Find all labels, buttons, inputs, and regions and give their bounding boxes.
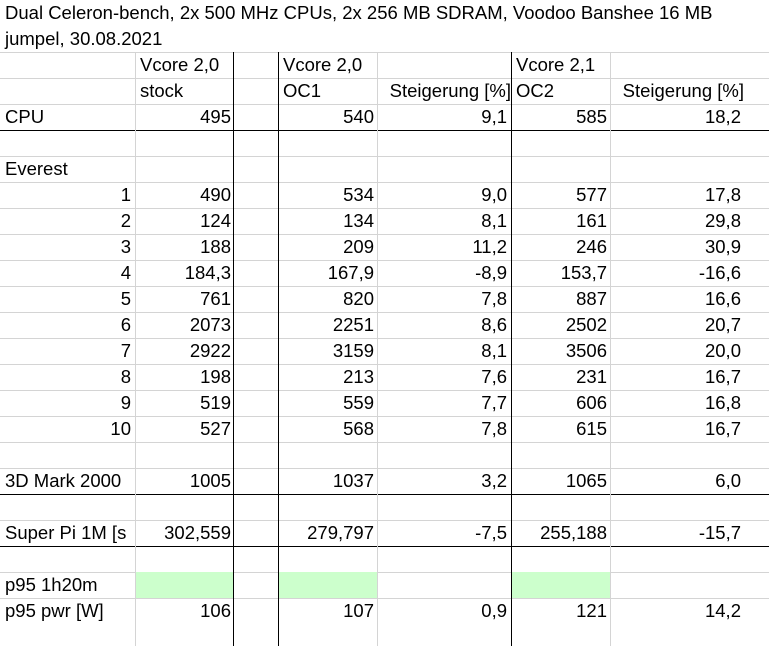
everest-oc1: 534 — [343, 184, 374, 205]
3dmark-oc2: 1065 — [565, 470, 607, 491]
everest-oc2: 2502 — [565, 314, 607, 335]
everest-oc2: 887 — [576, 288, 607, 309]
everest-stock: 761 — [200, 288, 231, 309]
everest-oc2: 246 — [576, 236, 607, 257]
everest-oc2-increase: 16,8 — [704, 392, 741, 413]
header-oc1-vcore: Vcore 2,0 — [283, 54, 363, 75]
everest-index: 7 — [120, 340, 131, 361]
cpu-oc2: 585 — [576, 106, 607, 127]
gridline — [0, 338, 769, 339]
everest-index: 2 — [120, 210, 131, 231]
everest-oc2: 615 — [576, 418, 607, 439]
everest-oc1-increase: 11,2 — [472, 236, 507, 257]
everest-oc1: 559 — [343, 392, 374, 413]
column-line — [135, 52, 136, 646]
column-line — [377, 52, 378, 646]
everest-stock: 188 — [200, 236, 231, 257]
row-border — [0, 130, 769, 131]
everest-oc2-increase: 20,7 — [704, 314, 741, 335]
everest-oc2-increase: 17,8 — [704, 184, 741, 205]
3dmark-oc2-increase: 6,0 — [715, 470, 741, 491]
header-oc2-increase: Steigerung [%] — [622, 80, 744, 101]
header-oc2: OC2 — [516, 80, 555, 101]
column-border — [233, 52, 234, 646]
everest-stock: 198 — [200, 366, 231, 387]
everest-oc1-increase: 8,6 — [481, 314, 507, 335]
cpu-oc1-increase: 9,1 — [481, 106, 507, 127]
gridline — [0, 260, 769, 261]
p95-power-oc1-increase: 0,9 — [481, 600, 507, 621]
author-date: jumpel, 30.08.2021 — [5, 28, 163, 49]
everest-oc2-increase: 16,6 — [704, 288, 741, 309]
3dmark-stock: 1005 — [189, 470, 231, 491]
header-oc1-increase: Steigerung [%] — [389, 80, 511, 101]
everest-stock: 2922 — [189, 340, 231, 361]
p95-oc1-status-fill — [279, 572, 377, 598]
header-oc2-vcore: Vcore 2,1 — [516, 54, 596, 75]
everest-index: 5 — [120, 288, 131, 309]
gridline — [0, 286, 769, 287]
superpi-oc1-increase: -7,5 — [475, 522, 507, 543]
superpi-oc1: 279,797 — [307, 522, 374, 543]
p95-power-oc1: 107 — [343, 600, 374, 621]
header-stock-vcore: Vcore 2,0 — [140, 54, 220, 75]
p95-oc2-status-fill — [512, 572, 610, 598]
row-border — [0, 546, 769, 547]
gridline — [0, 598, 769, 599]
everest-oc1: 209 — [343, 236, 374, 257]
gridline — [0, 156, 769, 157]
row-label-p95: p95 1h20m — [5, 574, 98, 595]
everest-stock: 490 — [200, 184, 231, 205]
row-border — [0, 494, 769, 495]
row-label-cpu: CPU — [5, 106, 45, 127]
superpi-oc2-increase: -15,7 — [698, 522, 741, 543]
gridline — [0, 104, 769, 105]
everest-oc1-increase: 7,8 — [481, 288, 507, 309]
everest-oc2: 153,7 — [560, 262, 607, 283]
header-oc1: OC1 — [283, 80, 322, 101]
everest-oc2: 231 — [576, 366, 607, 387]
everest-oc2-increase: 16,7 — [704, 366, 741, 387]
3dmark-oc1: 1037 — [332, 470, 374, 491]
everest-oc1-increase: 7,7 — [481, 392, 507, 413]
gridline — [0, 442, 769, 443]
everest-oc2: 3506 — [565, 340, 607, 361]
everest-oc2-increase: 30,9 — [704, 236, 741, 257]
everest-index: 4 — [120, 262, 131, 283]
gridline — [0, 312, 769, 313]
everest-stock: 124 — [200, 210, 231, 231]
row-label-p95-power: p95 pwr [W] — [5, 600, 104, 621]
3dmark-oc1-increase: 3,2 — [481, 470, 507, 491]
everest-oc1: 3159 — [332, 340, 374, 361]
row-label-3dmark: 3D Mark 2000 — [5, 470, 122, 491]
superpi-oc2: 255,188 — [540, 522, 607, 543]
everest-oc1-increase: -8,9 — [475, 262, 507, 283]
everest-stock: 2073 — [189, 314, 231, 335]
everest-oc1: 134 — [343, 210, 374, 231]
gridline — [0, 234, 769, 235]
everest-oc1: 167,9 — [327, 262, 374, 283]
p95-power-oc2-increase: 14,2 — [704, 600, 741, 621]
everest-index: 1 — [120, 184, 131, 205]
gridline — [0, 390, 769, 391]
column-border — [511, 52, 512, 646]
p95-stock-status-fill — [136, 572, 233, 598]
cpu-stock: 495 — [200, 106, 231, 127]
column-border — [278, 52, 279, 646]
everest-oc1: 568 — [343, 418, 374, 439]
everest-oc1-increase: 8,1 — [481, 340, 507, 361]
row-label-everest: Everest — [5, 158, 68, 179]
everest-oc1-increase: 9,0 — [481, 184, 507, 205]
everest-index: 8 — [120, 366, 131, 387]
everest-oc2-increase: -16,6 — [698, 262, 741, 283]
everest-oc1: 820 — [343, 288, 374, 309]
everest-stock: 519 — [200, 392, 231, 413]
gridline — [0, 52, 769, 53]
everest-oc1-increase: 7,6 — [481, 366, 507, 387]
p95-power-oc2: 121 — [576, 600, 607, 621]
everest-oc2-increase: 20,0 — [704, 340, 741, 361]
everest-oc2-increase: 16,7 — [704, 418, 741, 439]
row-label-superpi: Super Pi 1M [s — [5, 522, 127, 543]
gridline — [0, 572, 769, 573]
everest-stock: 184,3 — [184, 262, 231, 283]
everest-oc1: 2251 — [332, 314, 374, 335]
everest-index: 10 — [110, 418, 131, 439]
everest-oc2-increase: 29,8 — [704, 210, 741, 231]
everest-oc1-increase: 7,8 — [481, 418, 507, 439]
gridline — [0, 364, 769, 365]
sheet-title: Dual Celeron-bench, 2x 500 MHz CPUs, 2x 256 MB SDRAM, Voodoo Banshee 16 MB — [5, 2, 713, 23]
everest-stock: 527 — [200, 418, 231, 439]
gridline — [0, 182, 769, 183]
header-stock: stock — [140, 80, 184, 101]
everest-oc2: 577 — [576, 184, 607, 205]
everest-oc2: 606 — [576, 392, 607, 413]
everest-index: 9 — [120, 392, 131, 413]
everest-oc1: 213 — [343, 366, 374, 387]
everest-oc2: 161 — [576, 210, 607, 231]
cpu-oc1: 540 — [343, 106, 374, 127]
everest-index: 3 — [120, 236, 131, 257]
everest-index: 6 — [120, 314, 131, 335]
p95-power-stock: 106 — [200, 600, 231, 621]
superpi-stock: 302,559 — [164, 522, 231, 543]
cpu-oc2-increase: 18,2 — [704, 106, 741, 127]
gridline — [0, 208, 769, 209]
everest-oc1-increase: 8,1 — [481, 210, 507, 231]
column-line — [610, 52, 611, 646]
